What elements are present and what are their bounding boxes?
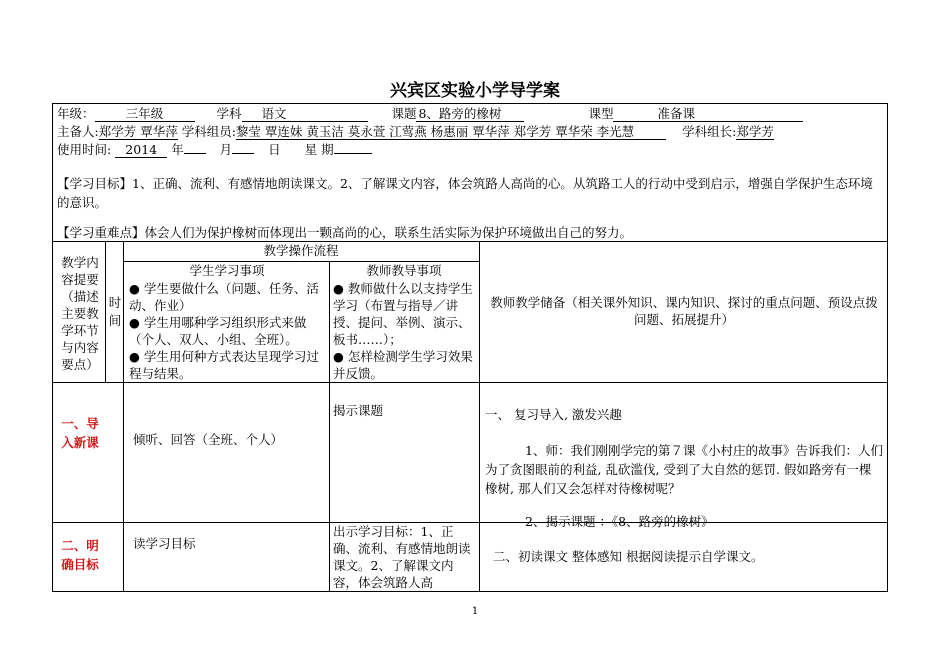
subject-value: 语文 — [242, 106, 368, 122]
header-reserve: 教师教学储备（相关课外知识、课内知识、探讨的重点问题、预设点拨问题、拓展提升） — [490, 295, 878, 327]
group-value: 黎莹 覃连妹 黄玉洁 莫永萱 江莺燕 杨惠丽 覃华萍 郑学芳 覃华荣 李光慧 — [236, 124, 666, 140]
type-label: 课型 — [588, 106, 614, 121]
week-blank — [334, 153, 372, 154]
row2-teacher: 出示学习目标：1、正确、流利、有感情地朗读课文。2、了解课文内容，体会筑路人高 — [333, 524, 471, 590]
divider-col-student — [329, 261, 330, 591]
week-label: 星 期 — [304, 142, 334, 157]
type-value: 准备课 — [613, 106, 803, 122]
lesson-label: 课题 — [391, 106, 417, 121]
divider-col-teacher — [479, 241, 480, 591]
teacher-items — [333, 280, 477, 382]
grade-label: 年级： — [57, 106, 95, 121]
teacher-item: ● 教师做什么以支持学生学习（布置与指导／讲授、提问、举例、演示、板书……）； — [333, 281, 473, 347]
section-goals: 二、明确目标 — [61, 538, 99, 572]
student-item: ● 学生用哪种学习组织形式来做（个人、双人、小组、全班）。 — [129, 315, 307, 347]
lesson-value: 8、路旁的橡树 — [416, 106, 524, 122]
student-items — [129, 280, 327, 382]
page-title: 兴宾区实验小学导学案 — [390, 81, 560, 101]
group-label: 学科组员: — [181, 124, 236, 139]
divider-header-bottom — [53, 382, 887, 383]
row2-student: 读学习目标 — [133, 536, 196, 551]
subject-label: 学科 — [216, 106, 242, 121]
divider-flow — [123, 261, 479, 262]
row2-reserve: 二、初读课文 整体感知 根据阅读提示自学课文。 — [493, 549, 764, 564]
row1-reserve-text: 1、师：我们刚刚学完的第７课《小村庄的故事》告诉我们：人们为了贪图眼前的利益, 乱砍滥伐, 受到了大自然的惩罚. 假如路旁有一棵橡树, 那人们又会怎样对待橡树呢？ — [485, 443, 883, 496]
lesson-plan-table — [52, 103, 888, 592]
key-points-text: 体会人们为保护橡树而体现出一颗高尚的心，联系生活实际为保护环境做出自己的努力。 — [144, 225, 633, 240]
section-intro: 一、导入新课 — [61, 416, 99, 450]
grade-value: 三年级 — [95, 106, 195, 122]
row1-reserve-heading: 一、 复习导入, 激发兴趣 — [485, 407, 622, 422]
author-label: 主备人: — [57, 124, 99, 139]
key-points-label: 【学习重难点】 — [57, 225, 145, 240]
info-row-2 — [57, 124, 774, 140]
goals-text: 1、正确、流利、有感情地朗读课文。2、了解课文内容，体会筑路人高尚的心。从筑路工人的行动中受到启示，增强自学保护生态环境的意识。 — [57, 176, 873, 210]
header-student-title: 学生学习事项 — [189, 263, 265, 278]
author-value: 郑学芳 覃华萍 — [98, 124, 178, 139]
info-row-1 — [57, 106, 803, 122]
divider-header-top — [53, 241, 887, 242]
divider-col-1 — [105, 241, 106, 382]
day-blank — [232, 153, 254, 154]
student-item: ● 学生要做什么（问题、任务、活动、作业） — [129, 281, 319, 313]
time-label: 使用时间: — [57, 142, 112, 157]
learning-goals — [57, 174, 883, 212]
student-item: ● 学生用何种方式表达呈现学习过程与结果。 — [129, 349, 319, 381]
header-flow: 教学操作流程 — [263, 243, 339, 258]
info-row-3 — [57, 142, 372, 158]
month-blank — [184, 153, 206, 154]
teacher-item: ● 怎样检测学生学习效果并反馈。 — [333, 349, 473, 381]
year-unit: 年 — [171, 142, 184, 157]
row1-reserve-topic: 2、揭示课题 ：《8、路旁的橡树》 — [525, 514, 714, 529]
page-number: 1 — [471, 606, 479, 617]
leader-value: 郑学芳 — [736, 124, 774, 139]
header-content-summary: 教学内容提要（描述主要教学环节与内容要点） — [61, 255, 99, 372]
divider-col-time — [123, 241, 124, 591]
header-teacher-title: 教师教导事项 — [366, 263, 442, 278]
row1-student: 倾听、回答（全班、个人） — [133, 432, 284, 447]
month-unit: 月 — [219, 142, 233, 157]
leader-label: 学科组长: — [682, 124, 737, 139]
day-unit: 日 — [268, 142, 281, 157]
year-value: 2014 — [115, 142, 167, 158]
key-points — [57, 225, 632, 241]
header-time: 时间 — [108, 295, 122, 328]
goals-label: 【学习目标】 — [57, 176, 133, 191]
row1-teacher: 揭示课题 — [333, 403, 384, 418]
